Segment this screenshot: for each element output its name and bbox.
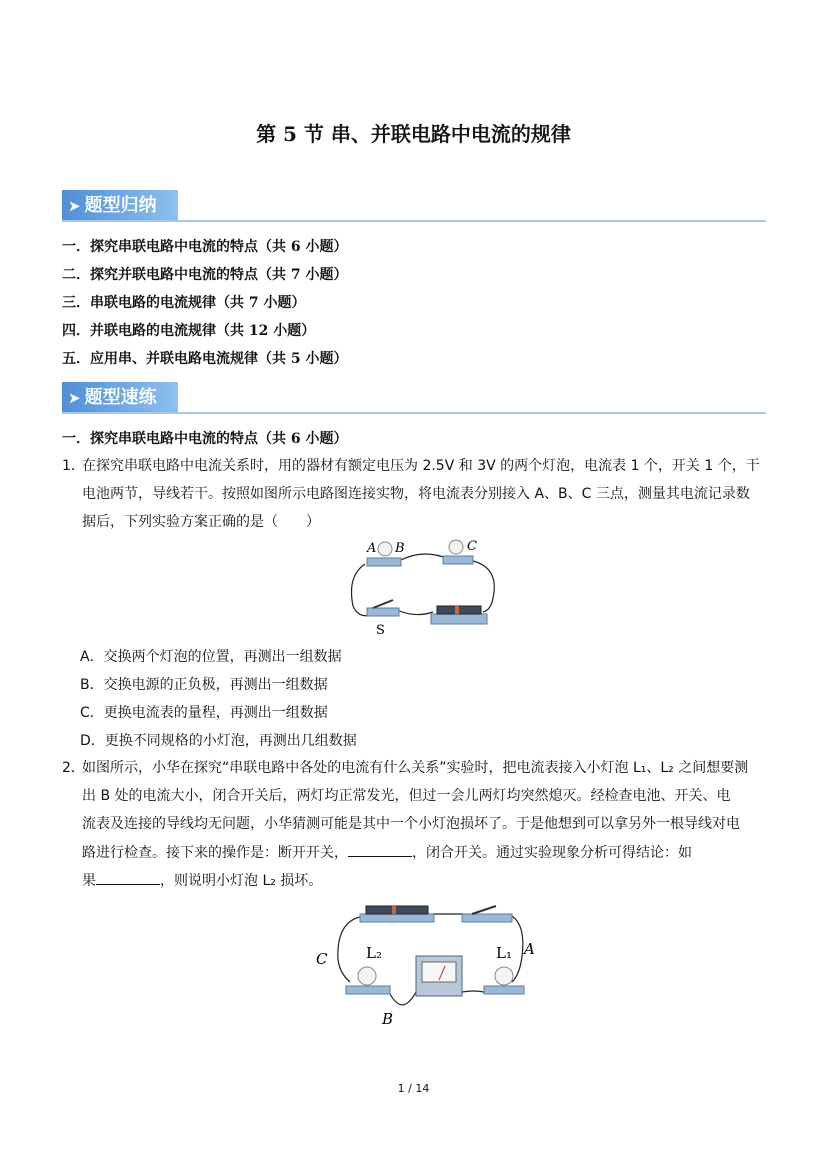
question-text-part: ，则说明小灯泡 L₂ 损坏。 — [160, 873, 323, 889]
section-banner-practice — [62, 382, 178, 414]
switch-icon — [472, 906, 496, 914]
question-number: 2． — [62, 760, 85, 776]
page-number: 1 / 14 — [397, 1082, 430, 1095]
option-d[interactable]: D．更换不同规格的小灯泡，再测出几组数据 — [80, 733, 357, 749]
label-a: A — [524, 940, 535, 958]
circuit-figure-1 — [345, 536, 505, 640]
option-a[interactable]: A．交换两个灯泡的位置，再测出一组数据 — [80, 649, 342, 665]
question-text-part: ，闭合开关。通过实验现象分析可得结论：如 — [412, 845, 692, 861]
section-heading: 题型归纳 — [84, 195, 157, 216]
question-text: 如图所示，小华在探究“串联电路中各处的电流有什么关系”实验时，把电流表接入小灯泡 L₁、L₂ 之间想要测 — [82, 760, 749, 776]
bulb-icon — [449, 540, 463, 554]
answer-blank-2[interactable] — [96, 870, 160, 885]
question-text: 电池两节，导线若干。按照如图所示电路图连接实物，将电流表分别接入 A、B、C 三点，测量其电流记录数 — [82, 486, 750, 502]
toc-item[interactable]: 四．并联电路的电流规律（共 12 小题） — [62, 323, 316, 339]
bulb-icon — [378, 542, 392, 556]
label-l2: L₂ — [366, 944, 382, 962]
lamp-base — [367, 558, 401, 566]
lamp-base — [346, 986, 390, 994]
answer-blank-1[interactable] — [348, 842, 412, 857]
practice-section-title: 一．探究串联电路中电流的特点（共 6 小题） — [62, 431, 348, 447]
toc-item[interactable]: 五．应用串、并联电路电流规律（共 5 小题） — [62, 351, 348, 367]
question-text-part: 果 — [82, 873, 96, 889]
section-banner-summary — [62, 190, 178, 222]
label-b: B — [382, 1010, 394, 1028]
circuit-figure-2 — [312, 900, 544, 1032]
battery-base — [431, 614, 487, 624]
toc-item[interactable]: 三．串联电路的电流规律（共 7 小题） — [62, 295, 306, 311]
label-s: S — [376, 623, 385, 638]
toc-item[interactable]: 二．探究并联电路中电流的特点（共 7 小题） — [62, 267, 348, 283]
question-text — [82, 870, 322, 891]
option-b[interactable]: B．交换电源的正负极，再测出一组数据 — [80, 677, 328, 693]
question-text: 流表及连接的导线均无问题，小华猜测可能是其中一个小灯泡损坏了。于是他想到可以拿另外一根导线对电 — [82, 816, 740, 832]
switch-base — [367, 608, 399, 616]
battery-icon — [366, 906, 428, 914]
label-c: C — [467, 539, 477, 554]
question-text: 在探究串联电路中电流关系时，用的器材有额定电压为 2.5V 和 3V 的两个灯泡，电流表 1 个，开关 1 个，干 — [82, 458, 760, 474]
label-l1: L₁ — [496, 944, 512, 962]
lamp-base — [484, 986, 524, 994]
bulb-icon — [358, 967, 376, 985]
section-heading: 题型速练 — [84, 387, 157, 408]
option-c[interactable]: C．更换电流表的量程，再测出一组数据 — [80, 705, 328, 721]
divider — [62, 412, 766, 414]
toc-item[interactable]: 一．探究串联电路中电流的特点（共 6 小题） — [62, 239, 348, 255]
arrow-icon: ➤ — [68, 197, 81, 215]
switch-base — [462, 914, 512, 922]
question-text-part: 路进行检查。接下来的操作是：断开开关， — [82, 845, 348, 861]
lamp-base — [443, 556, 473, 564]
question-text: 据后，下列实验方案正确的是（ ） — [82, 514, 320, 530]
question-text — [82, 842, 692, 863]
label-a: A — [367, 541, 377, 556]
page-title: 第 5 节 串、并联电路中电流的规律 — [256, 122, 571, 146]
label-b: B — [395, 541, 405, 556]
switch-icon — [373, 600, 393, 608]
bulb-icon — [495, 967, 513, 985]
question-text: 出 B 处的电流大小，闭合开关后，两灯均正常发光，但过一会儿两灯均突然熄灭。经检查电池、开关、电 — [82, 788, 731, 804]
arrow-icon: ➤ — [68, 389, 81, 407]
battery-base — [360, 914, 434, 922]
divider — [62, 220, 766, 222]
question-number: 1． — [62, 458, 85, 474]
label-c: C — [316, 950, 328, 968]
